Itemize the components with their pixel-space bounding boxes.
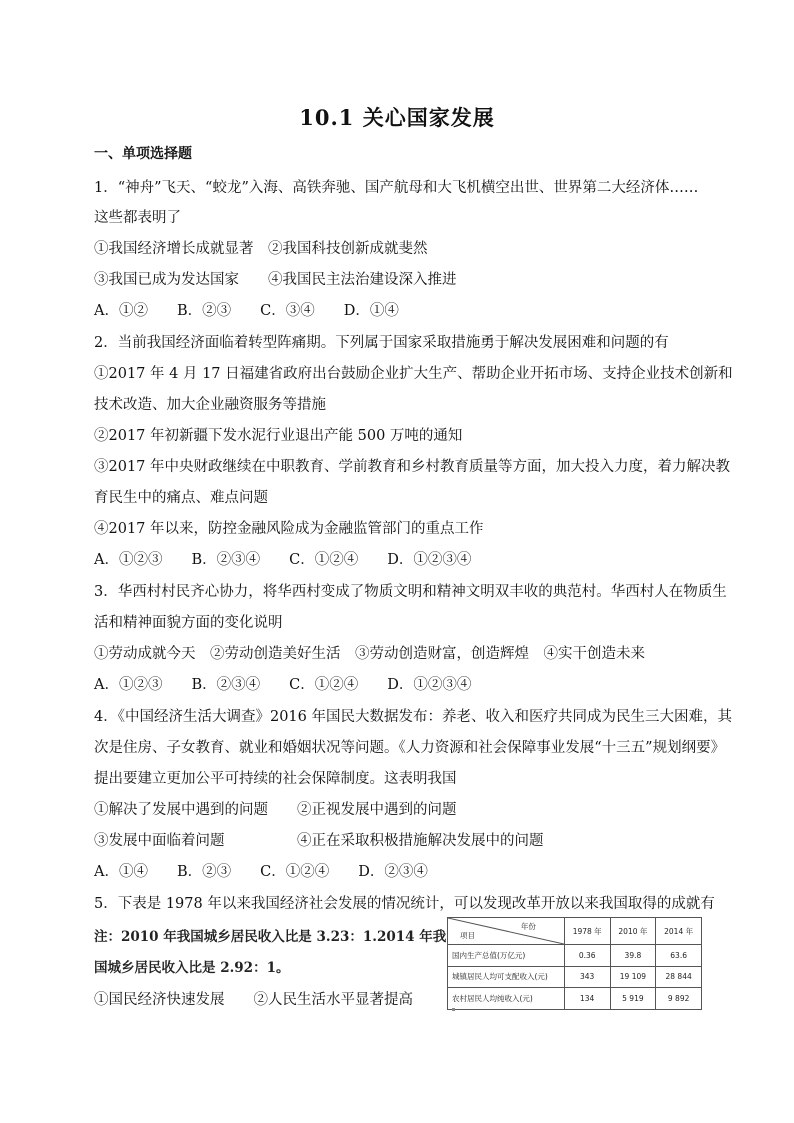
header-item-label: 项目 bbox=[460, 931, 475, 940]
page-title: 10.1 关心国家发展 bbox=[299, 105, 495, 130]
question-2-answers: A．①②③ B．②③④ C．①②④ D．①②③④ bbox=[94, 552, 472, 568]
question-4-stem-cont-2: 提出要建立更加公平可持续的社会保障制度。这表明我国 bbox=[94, 771, 457, 787]
question-1-options-2: ③我国已成为发达国家 ④我国民主法治建设深入推进 bbox=[94, 272, 457, 288]
header-year-label: 年份 bbox=[520, 922, 536, 931]
table-cell: 19 109 bbox=[610, 966, 656, 988]
table-cell: 28 844 bbox=[656, 966, 702, 988]
scan-mark bbox=[452, 1008, 455, 1011]
table-cell: 0.36 bbox=[564, 945, 610, 967]
question-1-stem-cont: 这些都表明了 bbox=[94, 210, 181, 226]
table-cell: 5 919 bbox=[610, 988, 656, 1010]
question-5-note-2: 国城乡居民收入比是 2.92：1。 bbox=[94, 960, 290, 976]
question-3-stem-cont: 活和精神面貌方面的变化说明 bbox=[94, 615, 283, 631]
column-header: 2010 年 bbox=[610, 918, 656, 945]
question-4-stem-cont-1: 次是住房、子女教育、就业和婚姻状况等问题。《人力资源和社会保障事业发展“十三五”规划纲要》 bbox=[94, 740, 726, 756]
row-label: 城镇居民人均可支配收入(元) bbox=[448, 966, 565, 988]
statistics-table bbox=[447, 917, 702, 1010]
question-5-stem: 5．下表是 1978 年以来我国经济社会发展的情况统计，可以发现改革开放以来我国取得的成就有 bbox=[94, 896, 715, 912]
question-1-options-1: ①我国经济增长成就显著 ②我国科技创新成就斐然 bbox=[94, 241, 428, 257]
question-2-item-4: ④2017 年以来，防控金融风险成为金融监管部门的重点工作 bbox=[94, 521, 484, 537]
column-header: 2014 年 bbox=[656, 918, 702, 945]
question-2-item-1-cont: 技术改造、加大企业融资服务等措施 bbox=[94, 397, 326, 413]
question-2-item-1: ①2017 年 4 月 17 日福建省政府出台鼓励企业扩大生产、帮助企业开拓市场、支持企业技术创新和 bbox=[94, 366, 733, 382]
table-cell: 9 892 bbox=[656, 988, 702, 1010]
table-row bbox=[448, 945, 702, 967]
question-4-answers: A．①④ B．②③ C．①②④ D．②③④ bbox=[94, 864, 428, 880]
table-row bbox=[448, 966, 702, 988]
table-cell: 134 bbox=[564, 988, 610, 1010]
question-2-item-3-cont: 育民生中的痛点、难点问题 bbox=[94, 490, 268, 506]
question-1-stem: 1．“神舟”飞天、“蛟龙”入海、高铁奔驰、国产航母和大飞机横空出世、世界第二大经济体…… bbox=[94, 180, 699, 196]
question-2-item-2: ②2017 年初新疆下发水泥行业退出产能 500 万吨的通知 bbox=[94, 428, 463, 444]
question-5-note-1: 注：2010 年我国城乡居民收入比是 3.23：1.2014 年我 bbox=[94, 929, 447, 945]
question-4-options-1: ①解决了发展中遇到的问题 ②正视发展中遇到的问题 bbox=[94, 802, 457, 818]
question-3-options: ①劳动成就今天 ②劳动创造美好生活 ③劳动创造财富，创造辉煌 ④实干创造未来 bbox=[94, 646, 645, 662]
table-cell: 343 bbox=[564, 966, 610, 988]
question-2-stem: 2．当前我国经济面临着转型阵痛期。下列属于国家采取措施勇于解决发展困难和问题的有 bbox=[94, 335, 669, 351]
question-3-stem: 3．华西村村民齐心协力，将华西村变成了物质文明和精神文明双丰收的典范村。华西村人在物质生 bbox=[94, 584, 727, 600]
question-2-item-3: ③2017 年中央财政继续在中职教育、学前教育和乡村教育质量等方面，加大投入力度，着力解决教 bbox=[94, 459, 731, 475]
column-header: 1978 年 bbox=[564, 918, 610, 945]
question-4-options-2: ③发展中面临着问题 ④正在采取积极措施解决发展中的问题 bbox=[94, 833, 544, 849]
section-heading: 一、单项选择题 bbox=[94, 146, 192, 162]
table-cell: 63.6 bbox=[656, 945, 702, 967]
question-1-answers: A．①② B．②③ C．③④ D．①④ bbox=[94, 303, 399, 319]
table-row bbox=[448, 988, 702, 1010]
question-5-options-1: ①国民经济快速发展 ②人民生活水平显著提高 bbox=[94, 992, 413, 1008]
row-label: 国内生产总值(万亿元) bbox=[448, 945, 565, 967]
table-cell: 39.8 bbox=[610, 945, 656, 967]
row-label: 农村居民人均纯收入(元) bbox=[448, 988, 565, 1010]
question-3-answers: A．①②③ B．②③④ C．①②④ D．①②③④ bbox=[94, 677, 472, 693]
question-4-stem: 4．《中国经济生活大调查》2016 年国民大数据发布：养老、收入和医疗共同成为民生三大困难，其 bbox=[94, 709, 732, 725]
table-header-corner bbox=[448, 918, 565, 945]
